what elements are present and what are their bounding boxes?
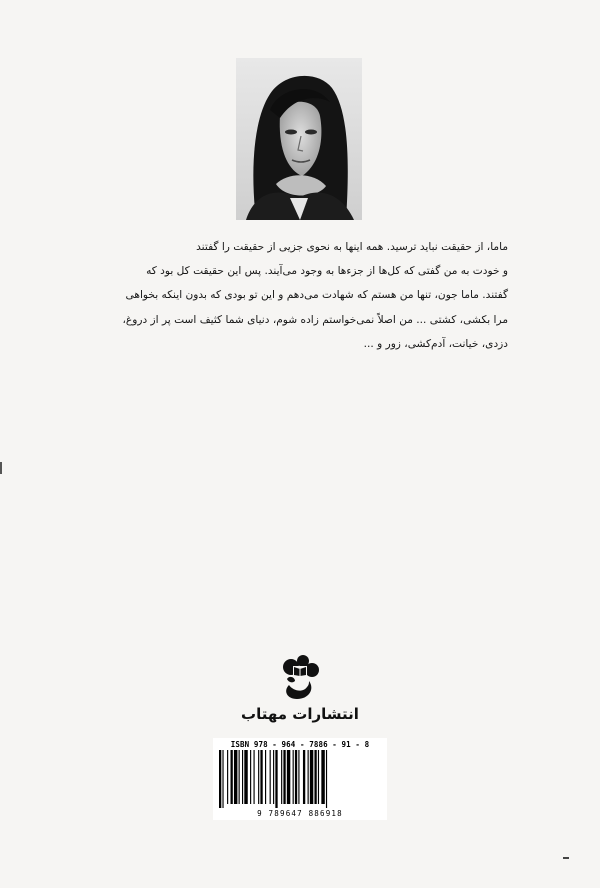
quote-line: ماما، از حقیقت نباید ترسید. همه اینها به نحوی جزیی از حقیقت را گفتند — [196, 241, 508, 253]
barcode-bar — [242, 750, 243, 804]
barcode-bar — [303, 750, 305, 804]
barcode-bar — [231, 750, 233, 804]
publisher-name: انتشارات مهتاب — [241, 705, 359, 723]
barcode-bar — [321, 750, 324, 804]
barcode-bar — [244, 750, 247, 804]
barcode-bar — [275, 750, 277, 808]
barcode-bar — [308, 750, 309, 804]
barcode-bar — [227, 750, 228, 804]
barcode-bars — [219, 750, 381, 808]
barcode-bar — [254, 750, 255, 804]
barcode-bar — [234, 750, 237, 804]
quote-line: گفتند. ماما جون، تنها من هستم که شهادت می‌دهم و این تو بودی که بدون اینکه بخواهی — [125, 289, 508, 302]
barcode-bar — [318, 750, 319, 804]
quote-line: و خودت به من گفتی که کل‌ها از جزء‌ها به وجود می‌آیند. پس این حقیقت کل بود که — [146, 265, 508, 278]
barcode-bar — [270, 750, 271, 804]
barcode-bar — [295, 750, 297, 804]
barcode-bar — [273, 750, 274, 804]
isbn-number: ISBN 978 - 964 - 7886 - 91 - 8 — [230, 740, 370, 749]
portrait-image — [236, 58, 362, 220]
barcode-bar — [265, 750, 266, 804]
barcode-bar — [219, 750, 221, 808]
isbn-barcode — [213, 738, 387, 820]
edge-mark — [0, 462, 2, 474]
ean-digits: 9 789647 886918 — [257, 809, 343, 818]
barcode-bar — [239, 750, 240, 804]
author-portrait-photo — [236, 58, 362, 220]
barcode-bar — [260, 750, 262, 804]
barcode-bar — [283, 750, 285, 804]
barcode-bar — [314, 750, 316, 804]
barcode-bar — [298, 750, 299, 804]
barcode-bar — [310, 750, 313, 804]
barcode-bar — [287, 750, 290, 804]
publisher-logo-icon — [279, 655, 321, 701]
barcode-bar — [222, 750, 223, 808]
corner-mark — [563, 857, 569, 859]
barcode-bar — [250, 750, 251, 804]
barcode-bar — [326, 750, 327, 808]
barcode-bar — [258, 750, 259, 804]
barcode-bar — [293, 750, 294, 804]
quote-line: مرا بکشی، کشتی ... من اصلاً نمی‌خواستم زاده شوم، دنیای شما کثیف است پر از دروغ، — [122, 313, 508, 326]
back-cover-quote — [84, 235, 508, 356]
barcode-bar — [281, 750, 282, 804]
quote-line: دزدی، خیانت، آدم‌کشی، زور و ... — [363, 337, 508, 350]
